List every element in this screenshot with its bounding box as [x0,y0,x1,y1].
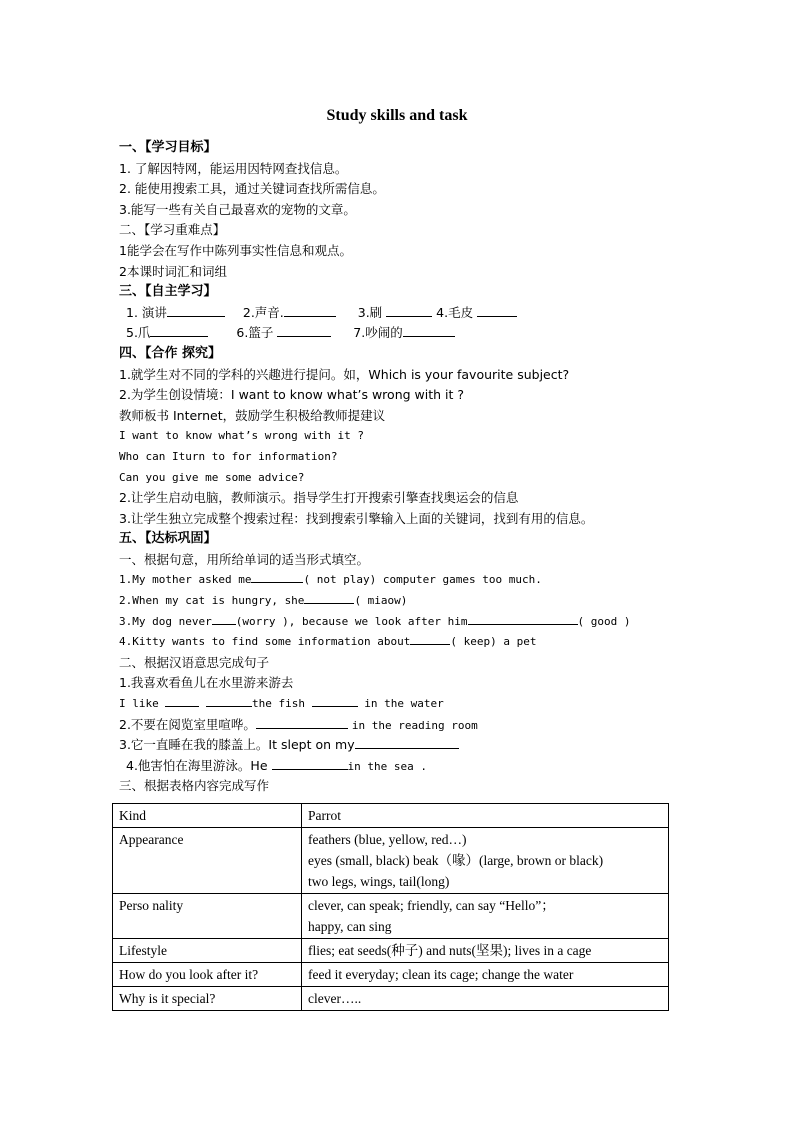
vocab-item: 5.爪 [126,325,151,341]
translation-answer-line [119,694,679,715]
vocab-row-2 [119,323,679,344]
exercise-question [119,632,679,653]
activity-line: 1.就学生对不同的学科的兴趣进行提问。如，Which is your favourite subject? [119,366,570,382]
section-2-heading: 二、【学习重难点】 [119,222,226,238]
parrot-info-table [112,803,669,1011]
exercise-instruction: 一、根据句意，用所给单词的适当形式填空。 [119,551,370,567]
sentence-text: the fish [252,697,305,711]
key-point-line: 1能学会在写作中陈列事实性信息和观点。 [119,242,352,258]
table-row [113,894,669,939]
activity-line: Who can Iturn to for information? [119,449,338,463]
objective-line: 3.能写一些有关自己最喜欢的宠物的文章。 [119,201,356,217]
table-cell: Lifestyle [113,939,302,963]
cell-line: two legs, wings, tail(long) [308,874,450,889]
question-text: (worry ), because we look after him [235,614,468,628]
sentence-text: 2.不要在阅览室里喧哗。 [119,716,256,732]
objective-line: 1. 了解因特网，能运用因特网查找信息。 [119,160,348,176]
question-text: 3.My dog never [119,614,212,628]
translation-prompt [119,756,679,777]
table-cell: clever….. [302,987,669,1011]
answer-blank[interactable] [468,612,578,625]
answer-blank[interactable] [410,632,450,645]
vocab-item: 4.毛皮 [436,304,474,320]
answer-blank[interactable] [304,591,354,604]
answer-blank[interactable] [167,304,225,317]
vocab-item: 6.篮子 [236,325,274,341]
key-point-line: 2本课时词汇和词组 [119,263,227,279]
answer-blank[interactable] [206,694,252,707]
sentence-text: I like [119,697,159,711]
activity-line: 3.让学生独立完成整个搜索过程：找到搜索引擎输入上面的关键词，找到有用的信息。 [119,510,594,526]
answer-blank[interactable] [403,324,455,337]
question-text: ( miaow) [354,594,408,608]
activity-line: Can you give me some advice? [119,470,305,484]
cell-line: happy, can sing [308,919,392,934]
question-text: 4.Kitty wants to find some information about [119,635,411,649]
answer-blank[interactable] [477,304,517,317]
exercise-instruction: 二、根据汉语意思完成句子 [119,654,270,670]
table-cell: flies; eat seeds(种子) and nuts(坚果); lives in a cage [302,939,669,963]
section-1-heading: 一、【学习目标】 [119,140,217,155]
table-cell: Parrot [302,804,669,828]
translation-prompt [119,715,679,736]
answer-blank[interactable] [150,324,208,337]
question-text: ( good ) [577,614,631,628]
question-text: ( keep) a pet [450,635,537,649]
sentence-text: 4.他害怕在海里游泳。He [126,757,268,773]
answer-blank[interactable] [272,757,348,770]
exercise-question [119,591,679,612]
table-row [113,828,669,894]
section-4-heading: 四、【合作 探究】 [119,345,222,361]
activity-line: 2.让学生启动电脑，教师演示。指导学生打开搜索引擎查找奥运会的信息 [119,490,519,506]
vocab-item: 2.声音. [242,304,284,320]
table-cell [302,828,669,894]
answer-blank[interactable] [312,694,358,707]
answer-blank[interactable] [251,570,303,583]
cell-line: clever, can speak; friendly, can say “Hello”； [308,898,555,913]
section-3-heading: 三、【自主学习】 [119,284,217,300]
objective-line: 2. 能使用搜索工具，通过关键词查找所需信息。 [119,181,385,197]
activity-line: 2.为学生创设情境：I want to know what’s wrong with it ? [119,387,465,403]
exercise-instruction: 三、根据表格内容完成写作 [119,778,270,794]
page-title: Study skills and task [326,107,468,124]
table-cell: Perso nality [113,894,302,939]
sentence-text: 3.它一直睡在我的膝盖上。It slept on my [119,737,355,753]
activity-line: 教师板书 Internet，鼓励学生积极给教师提建议 [119,407,386,423]
table-header-row [113,804,669,828]
table-cell: Kind [113,804,302,828]
table-row [113,987,669,1011]
sentence-text: in the water [364,697,444,711]
answer-blank[interactable] [277,324,331,337]
worksheet-content [119,138,679,797]
table-cell: Appearance [113,828,302,894]
activity-line: I want to know what’s wrong with it ? [119,429,365,443]
table-cell: Why is it special? [113,987,302,1011]
vocab-item: 1. 演讲 [126,304,167,320]
sentence-text: in the reading room [351,718,478,732]
vocab-row-1 [119,303,679,324]
sentence-text: in the sea . [347,759,427,773]
question-text: 2.When my cat is hungry, she [119,594,305,608]
cell-line: eyes (small, black) beak（喙）(large, brown or black) [308,853,604,868]
table-cell: feed it everyday; clean its cage; change the water [302,963,669,987]
translation-prompt [119,735,679,756]
answer-blank[interactable] [284,304,336,317]
exercise-question [119,612,679,633]
answer-blank[interactable] [212,612,236,625]
answer-blank[interactable] [256,716,348,729]
section-5-heading: 五、【达标巩固】 [119,531,217,547]
answer-blank[interactable] [355,736,459,749]
cell-line: feathers (blue, yellow, red…) [308,832,467,847]
translation-prompt: 1.我喜欢看鱼儿在水里游来游去 [119,675,294,691]
question-text: 1.My mother asked me [119,573,252,587]
table-cell: How do you look after it? [113,963,302,987]
exercise-question [119,570,679,591]
vocab-item: 7.吵闹的 [353,325,403,341]
table-row [113,963,669,987]
table-row [113,939,669,963]
table-cell [302,894,669,939]
answer-blank[interactable] [386,304,432,317]
answer-blank[interactable] [165,694,199,707]
question-text: ( not play) computer games too much. [303,573,542,587]
vocab-item: 3.刷 [357,304,383,320]
